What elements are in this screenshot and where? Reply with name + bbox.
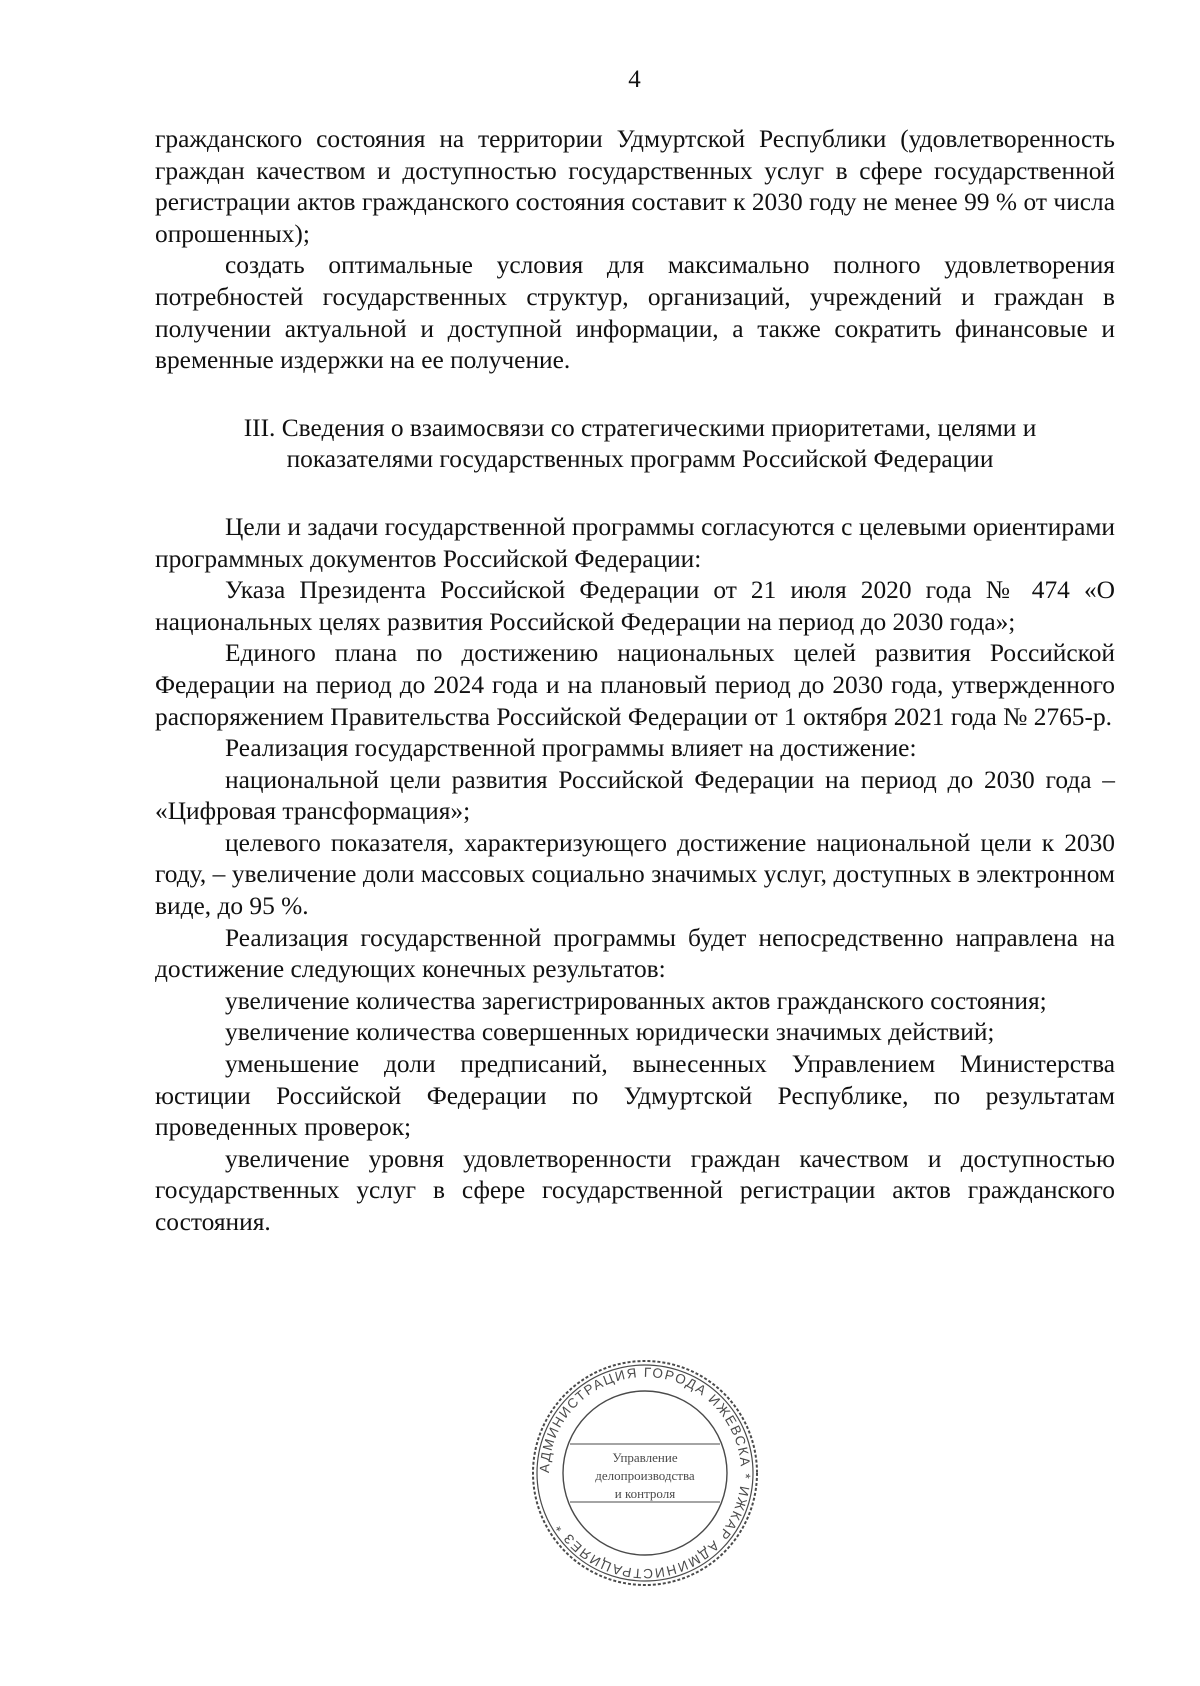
paragraph-1: гражданского состояния на территории Удмуртской Республики (удовлетворенность граждан качеством и доступностью государственных услуг в сфере государственной регистрации актов гражданского состояния составит к 2030 году не менее 99 % от числа опрошенных);	[155, 125, 1115, 248]
paragraph-13: увеличение уровня удовлетворенности граждан качеством и доступностью государственных услуг в сфере государственной регистрации актов гражданского состояния.	[155, 1144, 1115, 1236]
paragraph-8: целевого показателя, характеризующего достижение национальной цели к 2030 году, – увеличение доли массовых социально значимых услуг, доступных в электронном виде, до 95 %.	[155, 828, 1115, 921]
paragraph-6: Реализация государственной программы влияет на достижение:	[225, 734, 917, 763]
page-number: 4	[628, 66, 641, 93]
official-stamp	[530, 1358, 760, 1588]
stamp-center-line-3: и контроля	[614, 1486, 676, 1501]
paragraph-3: Цели и задачи государственной программы согласуются с целевыми ориентирами программных документов Российской Федерации:	[155, 512, 1115, 573]
paragraph-12: уменьшение доли предписаний, вынесенных Управлением Министерства юстиции Российской Федерации по Удмуртской Республике, по результатам проведенных проверок;	[155, 1050, 1115, 1142]
paragraph-11: увеличение количества совершенных юридически значимых действий;	[225, 1018, 995, 1047]
document-body	[155, 124, 1115, 1239]
paragraph-4: Указа Президента Российской Федерации от 21 июля 2020 года № 474 «О национальных целях развития Российской Федерации на период до 2030 года»;	[155, 576, 1115, 636]
stamp-center-line-2: делопроизводства	[595, 1468, 695, 1483]
stamp-outer-text: АДМИНИСТРАЦИЯ ГОРОДА ИЖЕВСКА * ИЖКАР АДМИНИСТРАЦИЯЕЗ *	[536, 1364, 754, 1582]
paragraph-10: увеличение количества зарегистрированных актов гражданского состояния;	[225, 986, 1047, 1015]
section-heading: III. Сведения о взаимосвязи со стратегическими приоритетами, целями и показателями государственных программ Российской Федерации	[243, 413, 1037, 474]
paragraph-7: национальной цели развития Российской Федерации на период до 2030 года – «Цифровая трансформация»;	[155, 765, 1115, 826]
paragraph-2: создать оптимальные условия для максимально полного удовлетворения потребностей государственных структур, организаций, учреждений и граждан в получении актуальной и доступной информации, а также сократить финансовые и временные издержки на ее получение.	[155, 251, 1115, 375]
paragraph-9: Реализация государственной программы будет непосредственно направлена на достижение следующих конечных результатов:	[155, 923, 1115, 984]
stamp-center-line-1: Управление	[612, 1450, 678, 1465]
paragraph-5: Единого плана по достижению национальных целей развития Российской Федерации на период до 2024 года и на плановый период до 2030 года, утвержденного распоряжением Правительства Российской Федерации от 1 октября 2021 года № 2765-р.	[155, 639, 1115, 731]
